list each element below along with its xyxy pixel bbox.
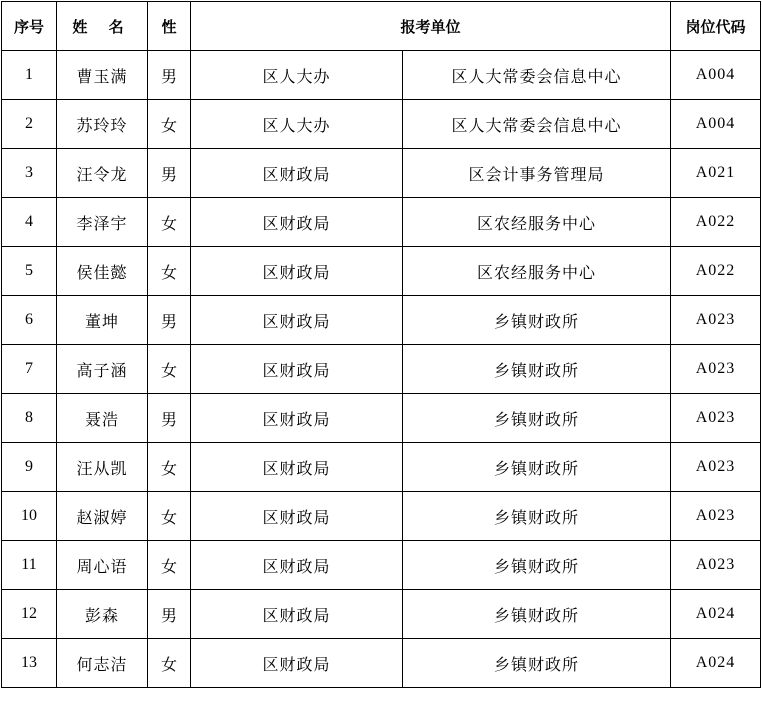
cell-seq: 6 — [2, 296, 57, 345]
cell-code: A022 — [671, 198, 761, 247]
cell-code: A023 — [671, 492, 761, 541]
table-row — [2, 443, 761, 492]
cell-seq: 8 — [2, 394, 57, 443]
cell-code: A004 — [671, 51, 761, 100]
cell-seq: 12 — [2, 590, 57, 639]
header-gender: 性 — [148, 2, 191, 51]
cell-dept: 区会计事务管理局 — [403, 149, 671, 198]
table-row — [2, 198, 761, 247]
cell-gender: 女 — [148, 247, 191, 296]
cell-name: 彭森 — [57, 590, 148, 639]
cell-gender: 男 — [148, 149, 191, 198]
cell-code: A023 — [671, 345, 761, 394]
table-row — [2, 149, 761, 198]
cell-gender: 男 — [148, 394, 191, 443]
header-name: 姓 名 — [57, 2, 148, 51]
table-row — [2, 51, 761, 100]
cell-name: 曹玉满 — [57, 51, 148, 100]
table-header — [2, 2, 761, 51]
cell-unit: 区财政局 — [191, 590, 403, 639]
cell-unit: 区人大办 — [191, 51, 403, 100]
cell-seq: 3 — [2, 149, 57, 198]
cell-code: A023 — [671, 296, 761, 345]
cell-dept: 乡镇财政所 — [403, 639, 671, 688]
cell-unit: 区财政局 — [191, 198, 403, 247]
cell-name: 周心语 — [57, 541, 148, 590]
cell-gender: 女 — [148, 345, 191, 394]
cell-name: 侯佳懿 — [57, 247, 148, 296]
header-code: 岗位代码 — [671, 2, 761, 51]
cell-unit: 区财政局 — [191, 394, 403, 443]
cell-seq: 11 — [2, 541, 57, 590]
header-unit: 报考单位 — [191, 2, 671, 51]
cell-name: 汪从凯 — [57, 443, 148, 492]
cell-unit: 区财政局 — [191, 541, 403, 590]
cell-name: 苏玲玲 — [57, 100, 148, 149]
cell-gender: 女 — [148, 492, 191, 541]
table-row — [2, 345, 761, 394]
cell-gender: 女 — [148, 198, 191, 247]
table-row — [2, 590, 761, 639]
cell-name: 聂浩 — [57, 394, 148, 443]
cell-gender: 女 — [148, 443, 191, 492]
cell-dept: 乡镇财政所 — [403, 590, 671, 639]
cell-code: A024 — [671, 590, 761, 639]
cell-dept: 乡镇财政所 — [403, 296, 671, 345]
cell-seq: 10 — [2, 492, 57, 541]
cell-code: A024 — [671, 639, 761, 688]
cell-code: A023 — [671, 443, 761, 492]
cell-name: 董坤 — [57, 296, 148, 345]
cell-unit: 区财政局 — [191, 247, 403, 296]
table-body — [2, 51, 761, 688]
cell-gender: 女 — [148, 100, 191, 149]
cell-gender: 男 — [148, 296, 191, 345]
cell-dept: 乡镇财政所 — [403, 394, 671, 443]
cell-seq: 2 — [2, 100, 57, 149]
cell-dept: 乡镇财政所 — [403, 492, 671, 541]
cell-dept: 区人大常委会信息中心 — [403, 100, 671, 149]
table-row — [2, 247, 761, 296]
table-row — [2, 394, 761, 443]
cell-dept: 乡镇财政所 — [403, 541, 671, 590]
candidate-table — [1, 1, 761, 688]
cell-unit: 区人大办 — [191, 100, 403, 149]
table-row — [2, 492, 761, 541]
header-row — [2, 2, 761, 51]
cell-gender: 女 — [148, 639, 191, 688]
cell-gender: 男 — [148, 590, 191, 639]
cell-dept: 乡镇财政所 — [403, 443, 671, 492]
cell-seq: 1 — [2, 51, 57, 100]
cell-unit: 区财政局 — [191, 443, 403, 492]
cell-code: A023 — [671, 541, 761, 590]
cell-unit: 区财政局 — [191, 149, 403, 198]
table-row — [2, 639, 761, 688]
cell-unit: 区财政局 — [191, 492, 403, 541]
cell-code: A023 — [671, 394, 761, 443]
cell-code: A022 — [671, 247, 761, 296]
cell-gender: 男 — [148, 51, 191, 100]
cell-seq: 5 — [2, 247, 57, 296]
cell-seq: 13 — [2, 639, 57, 688]
cell-code: A004 — [671, 100, 761, 149]
cell-unit: 区财政局 — [191, 639, 403, 688]
cell-seq: 4 — [2, 198, 57, 247]
cell-name: 李泽宇 — [57, 198, 148, 247]
cell-name: 赵淑婷 — [57, 492, 148, 541]
cell-code: A021 — [671, 149, 761, 198]
header-seq: 序号 — [2, 2, 57, 51]
cell-unit: 区财政局 — [191, 345, 403, 394]
table-row — [2, 541, 761, 590]
cell-seq: 9 — [2, 443, 57, 492]
cell-dept: 区农经服务中心 — [403, 247, 671, 296]
table-row — [2, 100, 761, 149]
table-row — [2, 296, 761, 345]
cell-gender: 女 — [148, 541, 191, 590]
cell-name: 汪令龙 — [57, 149, 148, 198]
cell-seq: 7 — [2, 345, 57, 394]
cell-name: 何志洁 — [57, 639, 148, 688]
cell-name: 高子涵 — [57, 345, 148, 394]
cell-dept: 乡镇财政所 — [403, 345, 671, 394]
cell-dept: 区人大常委会信息中心 — [403, 51, 671, 100]
cell-dept: 区农经服务中心 — [403, 198, 671, 247]
cell-unit: 区财政局 — [191, 296, 403, 345]
